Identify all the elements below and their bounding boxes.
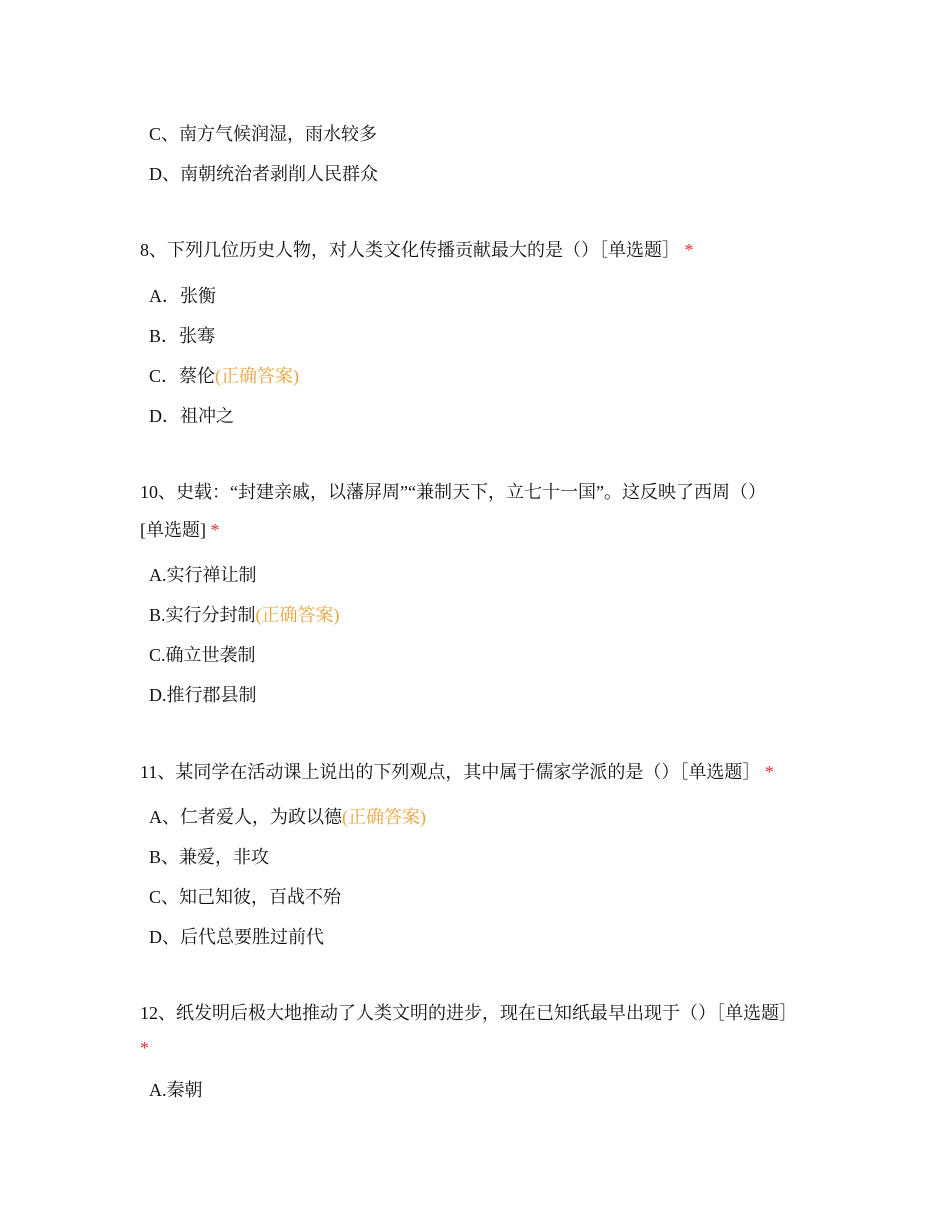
option-text: C、南方气候润湿，雨水较多 [149, 124, 378, 144]
option-text: D．祖冲之 [149, 406, 234, 426]
question-text: 10、史载：“封建亲戚，以藩屏周”“兼制天下，立七十一国”。这反映了西周（） [140, 482, 766, 502]
q8-stem [140, 238, 694, 262]
option-text: A.实行禅让制 [149, 565, 257, 585]
q10-option-c [149, 643, 256, 667]
option-text: D.推行郡县制 [149, 685, 257, 705]
q8-option-a [149, 284, 216, 308]
q8-option-d [149, 404, 234, 428]
question-text: 8、下列几位历史人物，对人类文化传播贡献最大的是（）［单选题］ [140, 240, 680, 260]
option-text: B.实行分封制 [149, 605, 256, 625]
q12-option-a [149, 1078, 203, 1102]
option-text: A.秦朝 [149, 1080, 203, 1100]
q11-option-b [149, 845, 269, 869]
q8-option-b [149, 324, 215, 348]
q10-option-a [149, 563, 257, 587]
question-type: [单选题] [140, 520, 206, 540]
q10-stem-line2 [140, 518, 220, 542]
option-text: C．蔡伦 [149, 366, 216, 386]
question-text: 12、纸发明后极大地推动了人类文明的进步，现在已知纸最早出现于（）［单选题］ [140, 1003, 797, 1023]
required-mark: * [684, 240, 694, 260]
q11-option-c [149, 885, 341, 909]
option-text: A、仁者爱人，为政以德 [149, 807, 342, 827]
q12-stem [140, 1001, 797, 1025]
correct-answer-label: (正确答案) [342, 807, 426, 827]
option-text: B．张骞 [149, 326, 216, 346]
required-mark: * [140, 1038, 149, 1058]
option-text: D、南朝统治者剥削人民群众 [149, 164, 378, 184]
q7-option-d [149, 162, 378, 186]
q11-option-d [149, 925, 324, 949]
required-mark: * [210, 520, 220, 540]
question-text: 11、某同学在活动课上说出的下列观点，其中属于儒家学派的是（）［单选题］ [140, 762, 761, 782]
option-text: D、后代总要胜过前代 [149, 927, 324, 947]
q7-option-c [149, 122, 377, 146]
correct-answer-label: (正确答案) [215, 366, 300, 386]
q10-option-d [149, 683, 257, 707]
q12-required-line [140, 1036, 149, 1060]
option-text: C、知己知彼，百战不殆 [149, 887, 342, 907]
required-mark: * [764, 762, 774, 782]
q11-stem [140, 760, 774, 784]
option-text: B、兼爱，非攻 [149, 847, 270, 867]
option-text: C.确立世袭制 [149, 645, 256, 665]
q8-option-c [149, 364, 299, 388]
q10-stem-line1 [140, 480, 766, 504]
q10-option-b [149, 603, 340, 627]
correct-answer-label: (正确答案) [255, 605, 340, 625]
option-text: A．张衡 [149, 286, 216, 306]
q11-option-a [149, 805, 426, 829]
